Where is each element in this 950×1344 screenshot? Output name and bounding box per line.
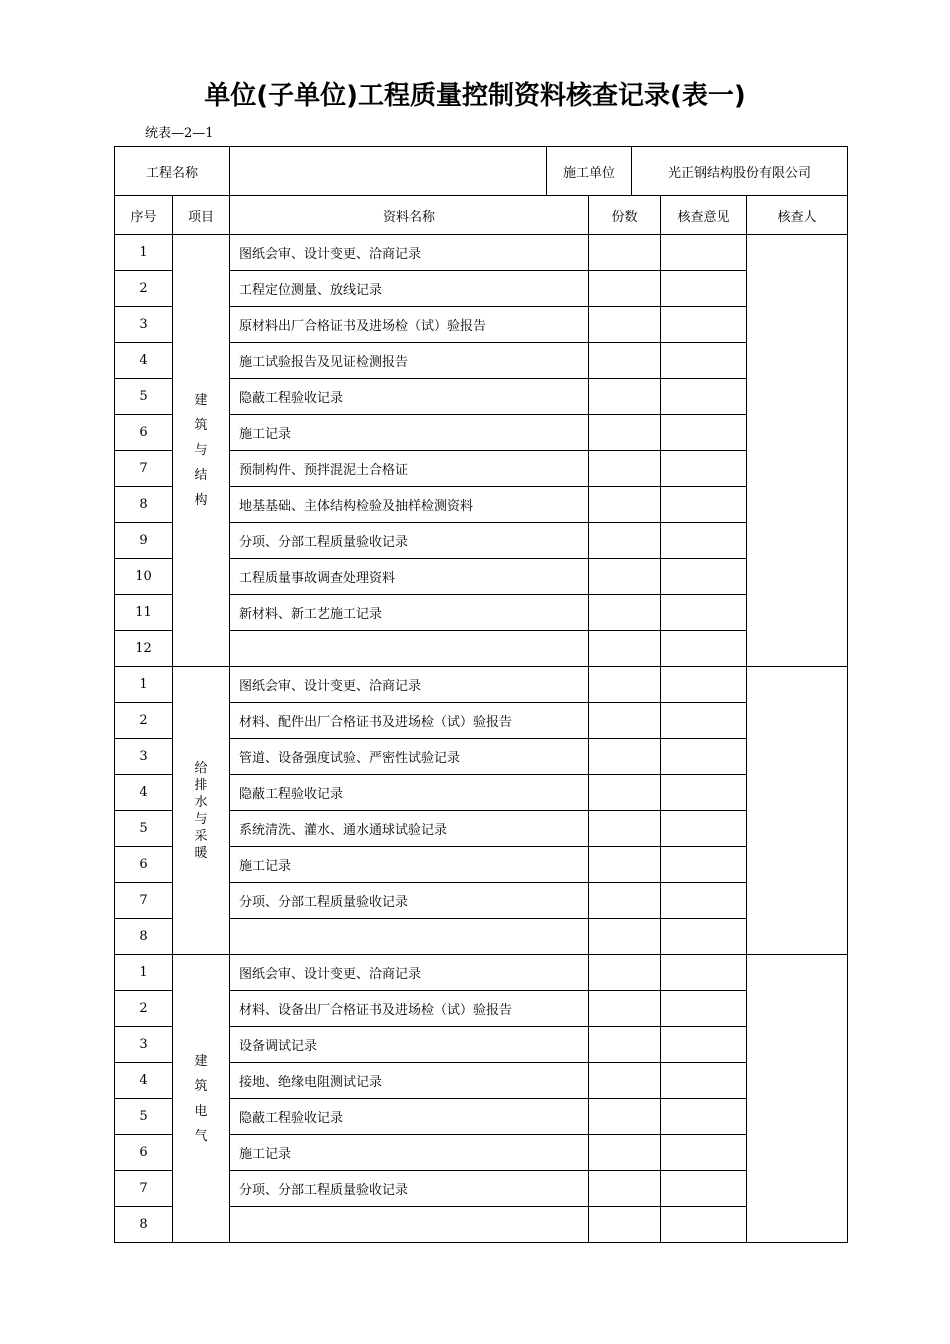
row-seq-number: 3 [115, 1027, 173, 1063]
row-seq-number: 3 [115, 739, 173, 775]
copies-cell[interactable] [589, 1099, 661, 1135]
project-name-field[interactable] [230, 147, 547, 196]
document-name-cell: 图纸会审、设计变更、洽商记录 [230, 235, 589, 271]
opinion-cell[interactable] [661, 1171, 747, 1207]
document-name-cell: 图纸会审、设计变更、洽商记录 [230, 667, 589, 703]
document-name-cell: 施工记录 [230, 1135, 589, 1171]
project-header-table [114, 146, 848, 196]
section-category-label: 给排水与采暖 [194, 760, 208, 861]
checker-signature-cell[interactable] [747, 955, 848, 1243]
opinion-cell[interactable] [661, 703, 747, 739]
row-seq-number: 11 [115, 595, 173, 631]
document-name-cell: 施工试验报告及见证检测报告 [230, 343, 589, 379]
opinion-cell[interactable] [661, 307, 747, 343]
copies-cell[interactable] [589, 523, 661, 559]
copies-cell[interactable] [589, 415, 661, 451]
opinion-cell[interactable] [661, 955, 747, 991]
copies-cell[interactable] [589, 991, 661, 1027]
copies-cell[interactable] [589, 595, 661, 631]
copies-cell[interactable] [589, 811, 661, 847]
opinion-cell[interactable] [661, 235, 747, 271]
row-seq-number: 8 [115, 1207, 173, 1243]
section-category [173, 667, 230, 955]
row-seq-number: 8 [115, 919, 173, 955]
row-seq-number: 5 [115, 379, 173, 415]
table-row [115, 667, 848, 703]
opinion-cell[interactable] [661, 1063, 747, 1099]
document-name-cell: 材料、配件出厂合格证书及进场检（试）验报告 [230, 703, 589, 739]
copies-cell[interactable] [589, 775, 661, 811]
opinion-cell[interactable] [661, 919, 747, 955]
opinion-cell[interactable] [661, 415, 747, 451]
copies-cell[interactable] [589, 235, 661, 271]
opinion-cell[interactable] [661, 271, 747, 307]
document-name-cell [230, 1207, 589, 1243]
document-name-cell: 分项、分部工程质量验收记录 [230, 523, 589, 559]
checker-signature-cell[interactable] [747, 235, 848, 667]
opinion-cell[interactable] [661, 775, 747, 811]
copies-cell[interactable] [589, 1207, 661, 1243]
row-seq-number: 9 [115, 523, 173, 559]
opinion-cell[interactable] [661, 595, 747, 631]
opinion-cell[interactable] [661, 1027, 747, 1063]
contractor-label: 施工单位 [547, 147, 632, 196]
document-name-cell: 管道、设备强度试验、严密性试验记录 [230, 739, 589, 775]
form-code: 统表—2—1 [145, 126, 214, 141]
contractor-field[interactable]: 光正钢结构股份有限公司 [632, 147, 848, 196]
document-name-cell: 隐蔽工程验收记录 [230, 379, 589, 415]
record-form [114, 146, 847, 1243]
document-name-cell: 接地、绝缘电阻测试记录 [230, 1063, 589, 1099]
opinion-cell[interactable] [661, 739, 747, 775]
opinion-cell[interactable] [661, 559, 747, 595]
section-category-label: 建筑电气 [194, 1053, 208, 1144]
opinion-cell[interactable] [661, 451, 747, 487]
section-category [173, 955, 230, 1243]
page-title: 单位(子单位)工程质量控制资料核查记录(表一) [204, 81, 746, 111]
column-header-row [115, 196, 848, 235]
row-seq-number: 2 [115, 991, 173, 1027]
copies-cell[interactable] [589, 271, 661, 307]
opinion-cell[interactable] [661, 523, 747, 559]
document-name-cell: 预制构件、预拌混泥土合格证 [230, 451, 589, 487]
document-name-cell: 工程定位测量、放线记录 [230, 271, 589, 307]
row-seq-number: 5 [115, 811, 173, 847]
opinion-cell[interactable] [661, 631, 747, 667]
row-seq-number: 1 [115, 235, 173, 271]
table-row [115, 235, 848, 271]
opinion-cell[interactable] [661, 811, 747, 847]
row-seq-number: 5 [115, 1099, 173, 1135]
copies-cell[interactable] [589, 667, 661, 703]
row-seq-number: 7 [115, 883, 173, 919]
copies-cell[interactable] [589, 307, 661, 343]
opinion-cell[interactable] [661, 1099, 747, 1135]
copies-cell[interactable] [589, 847, 661, 883]
table-row [115, 955, 848, 991]
document-name-cell [230, 631, 589, 667]
document-name-cell: 图纸会审、设计变更、洽商记录 [230, 955, 589, 991]
document-name-cell [230, 919, 589, 955]
copies-cell[interactable] [589, 739, 661, 775]
copies-cell[interactable] [589, 631, 661, 667]
copies-cell[interactable] [589, 343, 661, 379]
opinion-cell[interactable] [661, 847, 747, 883]
row-seq-number: 3 [115, 307, 173, 343]
document-name-cell: 原材料出厂合格证书及进场检（试）验报告 [230, 307, 589, 343]
project-header-row [115, 147, 848, 196]
opinion-cell[interactable] [661, 379, 747, 415]
copies-cell[interactable] [589, 703, 661, 739]
row-seq-number: 4 [115, 775, 173, 811]
opinion-column-header: 核查意见 [661, 196, 747, 235]
document-name-cell: 新材料、新工艺施工记录 [230, 595, 589, 631]
document-name-cell: 工程质量事故调查处理资料 [230, 559, 589, 595]
row-seq-number: 6 [115, 415, 173, 451]
row-seq-number: 10 [115, 559, 173, 595]
seq-column-header: 序号 [115, 196, 173, 235]
opinion-cell[interactable] [661, 667, 747, 703]
row-seq-number: 4 [115, 1063, 173, 1099]
section-category [173, 235, 230, 667]
document-name-cell: 隐蔽工程验收记录 [230, 775, 589, 811]
document-name-cell: 隐蔽工程验收记录 [230, 1099, 589, 1135]
checker-column-header: 核查人 [747, 196, 848, 235]
document-name-cell: 地基基础、主体结构检验及抽样检测资料 [230, 487, 589, 523]
row-seq-number: 1 [115, 955, 173, 991]
opinion-cell[interactable] [661, 343, 747, 379]
copies-cell[interactable] [589, 559, 661, 595]
opinion-cell[interactable] [661, 1207, 747, 1243]
copies-cell[interactable] [589, 451, 661, 487]
document-name-cell: 设备调试记录 [230, 1027, 589, 1063]
project-name-label: 工程名称 [115, 147, 230, 196]
row-seq-number: 7 [115, 1171, 173, 1207]
row-seq-number: 2 [115, 271, 173, 307]
row-seq-number: 2 [115, 703, 173, 739]
row-seq-number: 7 [115, 451, 173, 487]
checklist-table [114, 195, 848, 1243]
document-name-cell: 分项、分部工程质量验收记录 [230, 1171, 589, 1207]
copies-cell[interactable] [589, 1027, 661, 1063]
row-seq-number: 8 [115, 487, 173, 523]
opinion-cell[interactable] [661, 883, 747, 919]
checker-signature-cell[interactable] [747, 667, 848, 955]
copies-cell[interactable] [589, 883, 661, 919]
document-name-cell: 系统清洗、灌水、通水通球试验记录 [230, 811, 589, 847]
copies-cell[interactable] [589, 487, 661, 523]
document-name-cell: 施工记录 [230, 847, 589, 883]
document-name-cell: 施工记录 [230, 415, 589, 451]
opinion-cell[interactable] [661, 1135, 747, 1171]
copies-cell[interactable] [589, 955, 661, 991]
copies-cell[interactable] [589, 1135, 661, 1171]
row-seq-number: 1 [115, 667, 173, 703]
row-seq-number: 6 [115, 1135, 173, 1171]
copies-cell[interactable] [589, 379, 661, 415]
copies-column-header: 份数 [589, 196, 661, 235]
row-seq-number: 6 [115, 847, 173, 883]
opinion-cell[interactable] [661, 991, 747, 1027]
section-category-label: 建筑与结构 [194, 393, 208, 508]
copies-cell[interactable] [589, 1063, 661, 1099]
category-column-header: 项目 [173, 196, 230, 235]
document-name-cell: 材料、设备出厂合格证书及进场检（试）验报告 [230, 991, 589, 1027]
opinion-cell[interactable] [661, 487, 747, 523]
document-name-cell: 分项、分部工程质量验收记录 [230, 883, 589, 919]
row-seq-number: 4 [115, 343, 173, 379]
row-seq-number: 12 [115, 631, 173, 667]
copies-cell[interactable] [589, 919, 661, 955]
copies-cell[interactable] [589, 1171, 661, 1207]
document-column-header: 资料名称 [230, 196, 589, 235]
